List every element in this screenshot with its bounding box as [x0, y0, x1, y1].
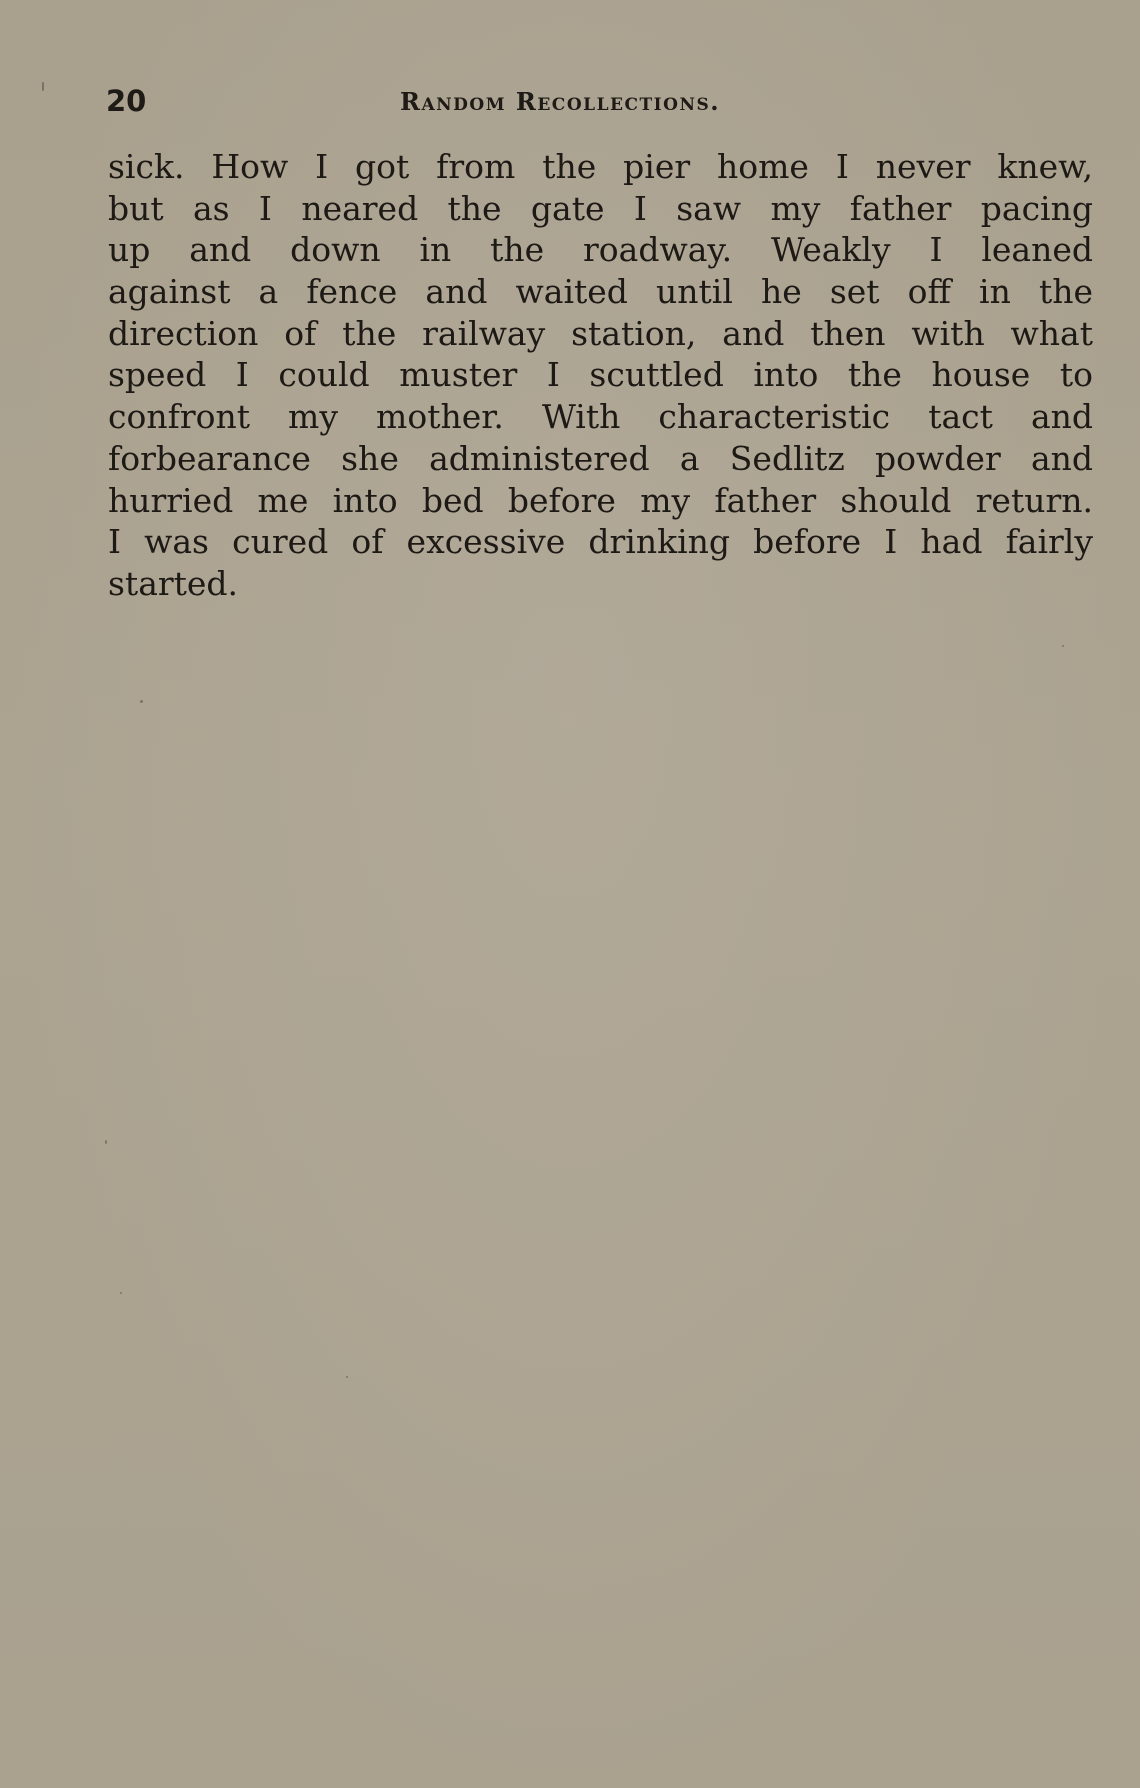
text-line: direction of the railway station, and then with what	[108, 313, 1093, 353]
text-line: confront my mother. With characteristic tact and	[108, 397, 1093, 437]
text-line: hurried me into bed before my father should return.	[108, 480, 1093, 520]
paper-speck	[1062, 645, 1064, 647]
text-line: but as I neared the gate I saw my father pacing	[108, 188, 1093, 228]
text-line: I was cured of excessive drinking before I had fairly	[108, 522, 1093, 562]
text-line: sick. How I got from the pier home I never knew,	[108, 147, 1093, 186]
paper-speck	[140, 700, 143, 703]
paper-speck	[105, 1140, 107, 1144]
paper-speck	[346, 1376, 348, 1378]
running-head	[106, 84, 1091, 124]
page-number: 20	[106, 84, 147, 118]
text-line: started.	[108, 563, 239, 603]
paper-speck	[120, 1292, 122, 1294]
body-paragraph	[108, 146, 1093, 605]
text-line: forbearance she administered a Sedlitz powder and	[108, 438, 1093, 478]
text-line: speed I could muster I scuttled into the house to	[108, 355, 1093, 395]
text-line: against a fence and waited until he set off in the	[108, 272, 1093, 312]
paper-speck	[42, 82, 44, 91]
running-title: Random Recollections.	[400, 87, 721, 116]
text-line: up and down in the roadway. Weakly I leaned	[108, 230, 1093, 270]
